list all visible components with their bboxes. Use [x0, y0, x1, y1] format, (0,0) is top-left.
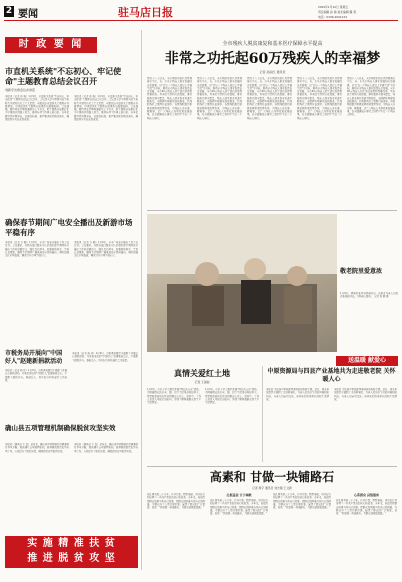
- page-number-badge: 2: [5, 6, 13, 16]
- middle-story-body-col1: 1月9日，市红十字会组织开展"博爱送万家"活动，为困难群众送去米、面、油等生活用品和慰问金，把党和政府的关怀送到群众心坎上。活动中，工作人员深入基层走访慰问，详细了解困难群众的生产生活情况。: [147, 388, 201, 405]
- bottom-rule: [147, 466, 397, 467]
- left-article1-body-col2: 本报讯（记者 孙 梅）1月9日，市直机关系统"不忘初心、牢记使命"主题教育总结会议召开。会议深入学习贯彻习近平新时代中国特色社会主义思想，全面总结市直机关主题教育开展情况，对巩固深化主题教育成果作出部署安排。会议强调，要持续在学懂弄通做实上下功夫，把主题教育成果转化为干事创业的强大动力，推动各项工作再上新台阶。各单位要坚持问题导向，以更高标准、更严要求抓好整改落实，确保取得实实在在的成效。: [74, 95, 138, 122]
- right-story-headline: 中原资源局与四县产业基地共为走进敬老院 关怀暖人心: [267, 368, 396, 383]
- poverty-banner: [5, 536, 138, 568]
- top-story-rule: [147, 210, 397, 211]
- bottom-story-body-col2: 他扎根基层三十余年，任劳任怨，默默奉献，用实际行动诠释了一名共产党员的初心和使命。多年来，他始终把群众的事当作自己的事，把群众的困难当作自己的困难，为群众办了大量实事好事，赢得了群众的广泛赞誉。他说："我愿做一块铺路石，为群众铺就致富路。": [210, 499, 268, 516]
- top-story-body-col5: 党的十八大以来，全市残联系统认真贯彻落实中央、省、市关于残疾人事业发展的决策部署，以"让每一个残疾人都过上幸福生活"为目标，推动全市残疾人事业取得长足发展。全市60万残疾人的生活状况得到显著改善，基本民生得到有效保障，康复服务实现全覆盖，残疾人就业创业渠道不断拓宽，无障碍环境建设加快推进，扶残助残社会氛围日益浓厚。各级残联组织积极发挥桥梁纽带作用，为残疾人办实事、解难事，让广大残疾人共享改革发展成果，在全面建成小康社会进程中不让一个残疾人掉队。: [347, 77, 395, 117]
- left-article1-headline: 市直机关系统"不忘初心、牢记使命"主题教育总结会议召开: [5, 66, 122, 86]
- top-story-body-col1: 党的十八大以来，全市残联系统认真贯彻落实中央、省、市关于残疾人事业发展的决策部署，以"让每一个残疾人都过上幸福生活"为目标，推动全市残疾人事业取得长足发展。全市60万残疾人的生活状况得到显著改善，基本民生得到有效保障，康复服务实现全覆盖，残疾人就业创业渠道不断拓宽，无障碍环境建设加快推进，扶残助残社会氛围日益浓厚。各级残联组织积极发挥桥梁纽带作用，为残疾人办实事、解难事，让广大残疾人共享改革发展成果，在全面建成小康社会进程中不让一个残疾人掉队。: [147, 77, 192, 120]
- left-article2-body-col2: 本报讯（记者 李 鹏）1月9日，全市广电安全播出工作会议召开。会议要求，各级各部门要充分认识做好春节期间安全播出工作的重要意义，强化责任担当，加强值班值守，完善应急预案，确保节日期间广播电视安全优质播出。同时加强文化市场监管，确保节日市场平稳有序。: [74, 241, 138, 258]
- editor-line: 责任编辑 孙 梅 美术编辑 魏 莉: [318, 10, 357, 14]
- poverty-banner-line2: 推 进 脱 贫 攻 坚: [27, 553, 116, 564]
- time-politics-banner: 时 政 要 闻: [5, 37, 97, 53]
- section-label: 要闻: [18, 9, 38, 20]
- middle-story-byline: 记者 王丽丽: [194, 380, 210, 384]
- poverty-banner-line1: 实 施 精 准 扶 贫: [27, 538, 116, 549]
- bottom-story-headline: 高素和 甘做一块铺路石: [209, 470, 335, 484]
- photo-caption: 1月9日，驿城区老河乡敬老院内，志愿者为老人们送去新春慰问品，并陪老人聊天。 记者 张 鹏 摄: [340, 292, 398, 299]
- right-story-body-col1: 本报讯 为弘扬中华民族尊老敬老的传统美德，近日，相关单位组织干部职工走进敬老院，为老人们送去节日的问候和慰问品，与老人们亲切交谈，询问他们的身体状况和生活情况。: [266, 388, 329, 401]
- bottom-story-byline: 记者 周宇 通讯员 刘志刚 王文新: [252, 486, 292, 490]
- date-line: 2020年1月10日 星期五: [318, 5, 349, 9]
- bottom-story-section2: 心系群众 真情服务: [353, 493, 380, 497]
- left-article2-body: 本报讯（记者 李 鹏）1月9日，全市广电安全播出工作会议召开。会议要求，各级各部门要充分认识做好春节期间安全播出工作的重要意义，强化责任担当，加强值班值守，完善应急预案，确保节日期间广播电视安全优质播出。同时加强文化市场监管，确保节日市场平稳有序。: [5, 241, 69, 258]
- bottom-story-body-col3: 他扎根基层三十余年，任劳任怨，默默奉献，用实际行动诠释了一名共产党员的初心和使命。多年来，他始终把群众的事当作自己的事，把群众的困难当作自己的困难，为群众办了大量实事好事，赢得了群众的广泛赞誉。他说："我愿做一块铺路石，为群众铺就致富路。": [273, 493, 331, 510]
- left-column-divider: [141, 30, 142, 570]
- top-story-body-col2: 党的十八大以来，全市残联系统认真贯彻落实中央、省、市关于残疾人事业发展的决策部署，以"让每一个残疾人都过上幸福生活"为目标，推动全市残疾人事业取得长足发展。全市60万残疾人的生活状况得到显著改善，基本民生得到有效保障，康复服务实现全覆盖，残疾人就业创业渠道不断拓宽，无障碍环境建设加快推进，扶残助残社会氛围日益浓厚。各级残联组织积极发挥桥梁纽带作用，为残疾人办实事、解难事，让广大残疾人共享改革发展成果，在全面建成小康社会进程中不让一个残疾人掉队。: [197, 77, 242, 120]
- top-story-body-col3: 党的十八大以来，全市残联系统认真贯彻落实中央、省、市关于残疾人事业发展的决策部署，以"让每一个残疾人都过上幸福生活"为目标，推动全市残疾人事业取得长足发展。全市60万残疾人的生活状况得到显著改善，基本民生得到有效保障，康复服务实现全覆盖，残疾人就业创业渠道不断拓宽，无障碍环境建设加快推进，扶残助残社会氛围日益浓厚。各级残联组织积极发挥桥梁纽带作用，为残疾人办实事、解难事，让广大残疾人共享改革发展成果，在全面建成小康社会进程中不让一个残疾人掉队。: [247, 77, 292, 120]
- left-article3-body: 本报讯（记者 杨 伟）1月9日，市税务局组织干部职工开展爱心捐款活动，为身患重病的"中国好人"赵建新献爱心。干部职工踊跃参与，奉献爱心，用实际行动传递社会正能量。: [5, 369, 67, 382]
- left-article3-body-col2: 本报讯（记者 杨 伟）1月9日，市税务局组织干部职工开展爱心捐款活动，为身患重病的"中国好人"赵建新献爱心。干部职工踊跃参与，奉献爱心，用实际行动传递社会正能量。: [72, 352, 138, 362]
- top-story-byline: 记者 孙丽红 通讯员: [259, 70, 286, 74]
- middle-story-headline: 真情关爱红土地: [174, 368, 230, 378]
- middle-right-divider: [262, 366, 263, 462]
- top-story-body-col4: 党的十八大以来，全市残联系统认真贯彻落实中央、省、市关于残疾人事业发展的决策部署，以"让每一个残疾人都过上幸福生活"为目标，推动全市残疾人事业取得长足发展。全市60万残疾人的生活状况得到显著改善，基本民生得到有效保障，康复服务实现全覆盖，残疾人就业创业渠道不断拓宽，无障碍环境建设加快推进，扶残助残社会氛围日益浓厚。各级残联组织积极发挥桥梁纽带作用，为残疾人办实事、解难事，让广大残疾人共享改革发展成果，在全面建成小康社会进程中不让一个残疾人掉队。: [297, 77, 342, 120]
- photo-caption-title: 敬老院里爱意浓: [340, 268, 383, 275]
- left-article1-subhead: 刘新宇出席会议并讲话: [5, 88, 36, 92]
- left-article4-headline: 确山县五项管理机制确保脱贫攻坚实效: [5, 424, 116, 432]
- news-photo: [147, 214, 337, 352]
- left-article1-body: 本报讯（记者 孙 梅）1月9日，市直机关系统"不忘初心、牢记使命"主题教育总结会议召开。会议深入学习贯彻习近平新时代中国特色社会主义思想，全面总结市直机关主题教育开展情况，对巩固深化主题教育成果作出部署安排。会议强调，要持续在学懂弄通做实上下功夫，把主题教育成果转化为干事创业的强大动力，推动各项工作再上新台阶。各单位要坚持问题导向，以更高标准、更严要求抓好整改落实，确保取得实实在在的成效。: [5, 95, 69, 122]
- left-article3-headline: 市税务局开展向"中国好人"赵建新捐款活动: [5, 350, 63, 365]
- left-article4-body: 本报讯（通讯员 王 磊）近年来，确山县坚持精准扶贫精准脱贫基本方略，创新建立五项管理机制，统筹推进脱贫攻坚各项工作，有效提升了脱贫质量，确保脱贫攻坚取得实效。: [5, 443, 69, 453]
- photo-scene: [147, 214, 337, 352]
- warmth-banner: 送温暖 献爱心: [336, 356, 398, 366]
- right-story-body-col2: 本报讯 为弘扬中华民族尊老敬老的传统美德，近日，相关单位组织干部职工走进敬老院，为老人们送去节日的问候和慰问品，与老人们亲切交谈，询问他们的身体状况和生活情况。: [334, 388, 397, 401]
- bottom-story-body-col4: 他扎根基层三十余年，任劳任怨，默默奉献，用实际行动诠释了一名共产党员的初心和使命。多年来，他始终把群众的事当作自己的事，把群众的困难当作自己的困难，为群众办了大量实事好事，赢得了群众的广泛赞誉。他说："我愿做一块铺路石，为群众铺就致富路。": [336, 499, 397, 516]
- top-story-kicker: 全市残疾人脱贫康复和基本医疗保障水平提高: [222, 41, 323, 47]
- left-article4-body-col2: 本报讯（通讯员 王 磊）近年来，确山县坚持精准扶贫精准脱贫基本方略，创新建立五项管理机制，统筹推进脱贫攻坚各项工作，有效提升了脱贫质量，确保脱贫攻坚取得实效。: [74, 443, 138, 453]
- bottom-story-section1: 扎根基层 甘于奉献: [226, 493, 252, 497]
- bottom-story-body-col1: 他扎根基层三十余年，任劳任怨，默默奉献，用实际行动诠释了一名共产党员的初心和使命。多年来，他始终把群众的事当作自己的事，把群众的困难当作自己的困难，为群众办了大量实事好事，赢得了群众的广泛赞誉。他说："我愿做一块铺路石，为群众铺就致富路。": [147, 493, 205, 510]
- masthead-rule: [4, 20, 398, 21]
- left-article2-headline: 确保春节期间广电安全播出及新游市场平稳有序: [5, 218, 133, 237]
- paper-logo: 驻马店日报: [118, 6, 173, 19]
- contact-line: 电话：0396-2601234: [318, 15, 347, 19]
- top-story-headline: 非常之功托起60万残疾人的幸福梦: [164, 51, 381, 67]
- middle-story-body-col2: 1月9日，市红十字会组织开展"博爱送万家"活动，为困难群众送去米、面、油等生活用品和慰问金，把党和政府的关怀送到群众心坎上。活动中，工作人员深入基层走访慰问，详细了解困难群众的生产生活情况。: [205, 388, 259, 405]
